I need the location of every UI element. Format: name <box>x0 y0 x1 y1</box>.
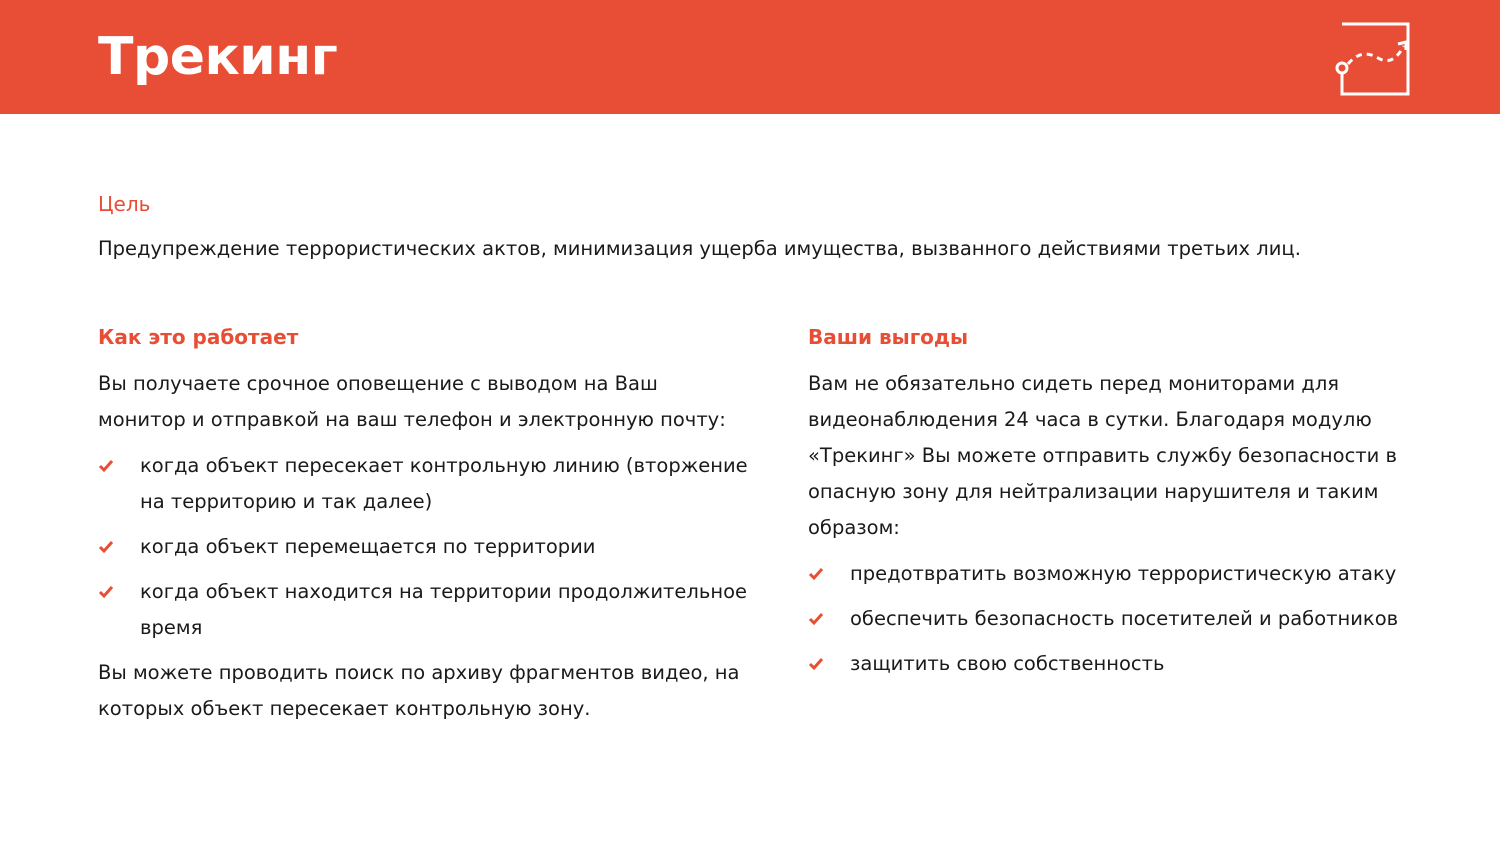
list-item-text: когда объект перемещается по территории <box>140 535 596 558</box>
list-item <box>808 646 1428 682</box>
goal-label: Цель <box>98 192 151 216</box>
list-item <box>98 574 748 646</box>
benefits-list <box>808 556 1428 682</box>
list-item <box>808 601 1428 637</box>
checkmark-icon <box>98 459 114 473</box>
tracking-route-icon <box>1332 22 1416 96</box>
benefits-intro: Вам не обязательно сидеть перед мониторами для видеонаблюдения 24 часа в сутки. Благодаря модулю «Трекинг» Вы можете отправить службу безопасности в опасную зону для нейтрализации нарушителя и таким образом: <box>808 372 1398 539</box>
checkmark-icon <box>808 657 824 671</box>
list-item-text: защитить свою собственность <box>850 652 1165 675</box>
page-title: Трекинг <box>98 27 338 87</box>
how-it-works-section <box>98 322 748 737</box>
how-it-works-heading: Как это работает <box>98 325 299 349</box>
list-item-text: когда объект пересекает контрольную линию (вторжение на территорию и так далее) <box>140 454 748 513</box>
checkmark-icon <box>808 567 824 581</box>
goal-text: Предупреждение террористических актов, минимизация ущерба имущества, вызванного действиями третьих лиц. <box>98 237 1301 260</box>
list-item-text: когда объект находится на территории продолжительное время <box>140 580 748 639</box>
list-item <box>808 556 1428 592</box>
list-item-text: предотвратить возможную террористическую атаку <box>850 562 1397 585</box>
checkmark-icon <box>808 612 824 626</box>
how-it-works-list <box>98 448 748 646</box>
benefits-section <box>808 322 1428 691</box>
how-it-works-outro: Вы можете проводить поиск по архиву фрагментов видео, на которых объект пересекает контрольную зону. <box>98 661 740 720</box>
header-bar <box>0 0 1500 114</box>
checkmark-icon <box>98 585 114 599</box>
benefits-heading: Ваши выгоды <box>808 325 969 349</box>
list-item <box>98 529 748 565</box>
checkmark-icon <box>98 540 114 554</box>
list-item-text: обеспечить безопасность посетителей и работников <box>850 607 1399 630</box>
how-it-works-intro: Вы получаете срочное оповещение с выводом на Ваш монитор и отправкой на ваш телефон и электронную почту: <box>98 372 726 431</box>
list-item <box>98 448 748 520</box>
